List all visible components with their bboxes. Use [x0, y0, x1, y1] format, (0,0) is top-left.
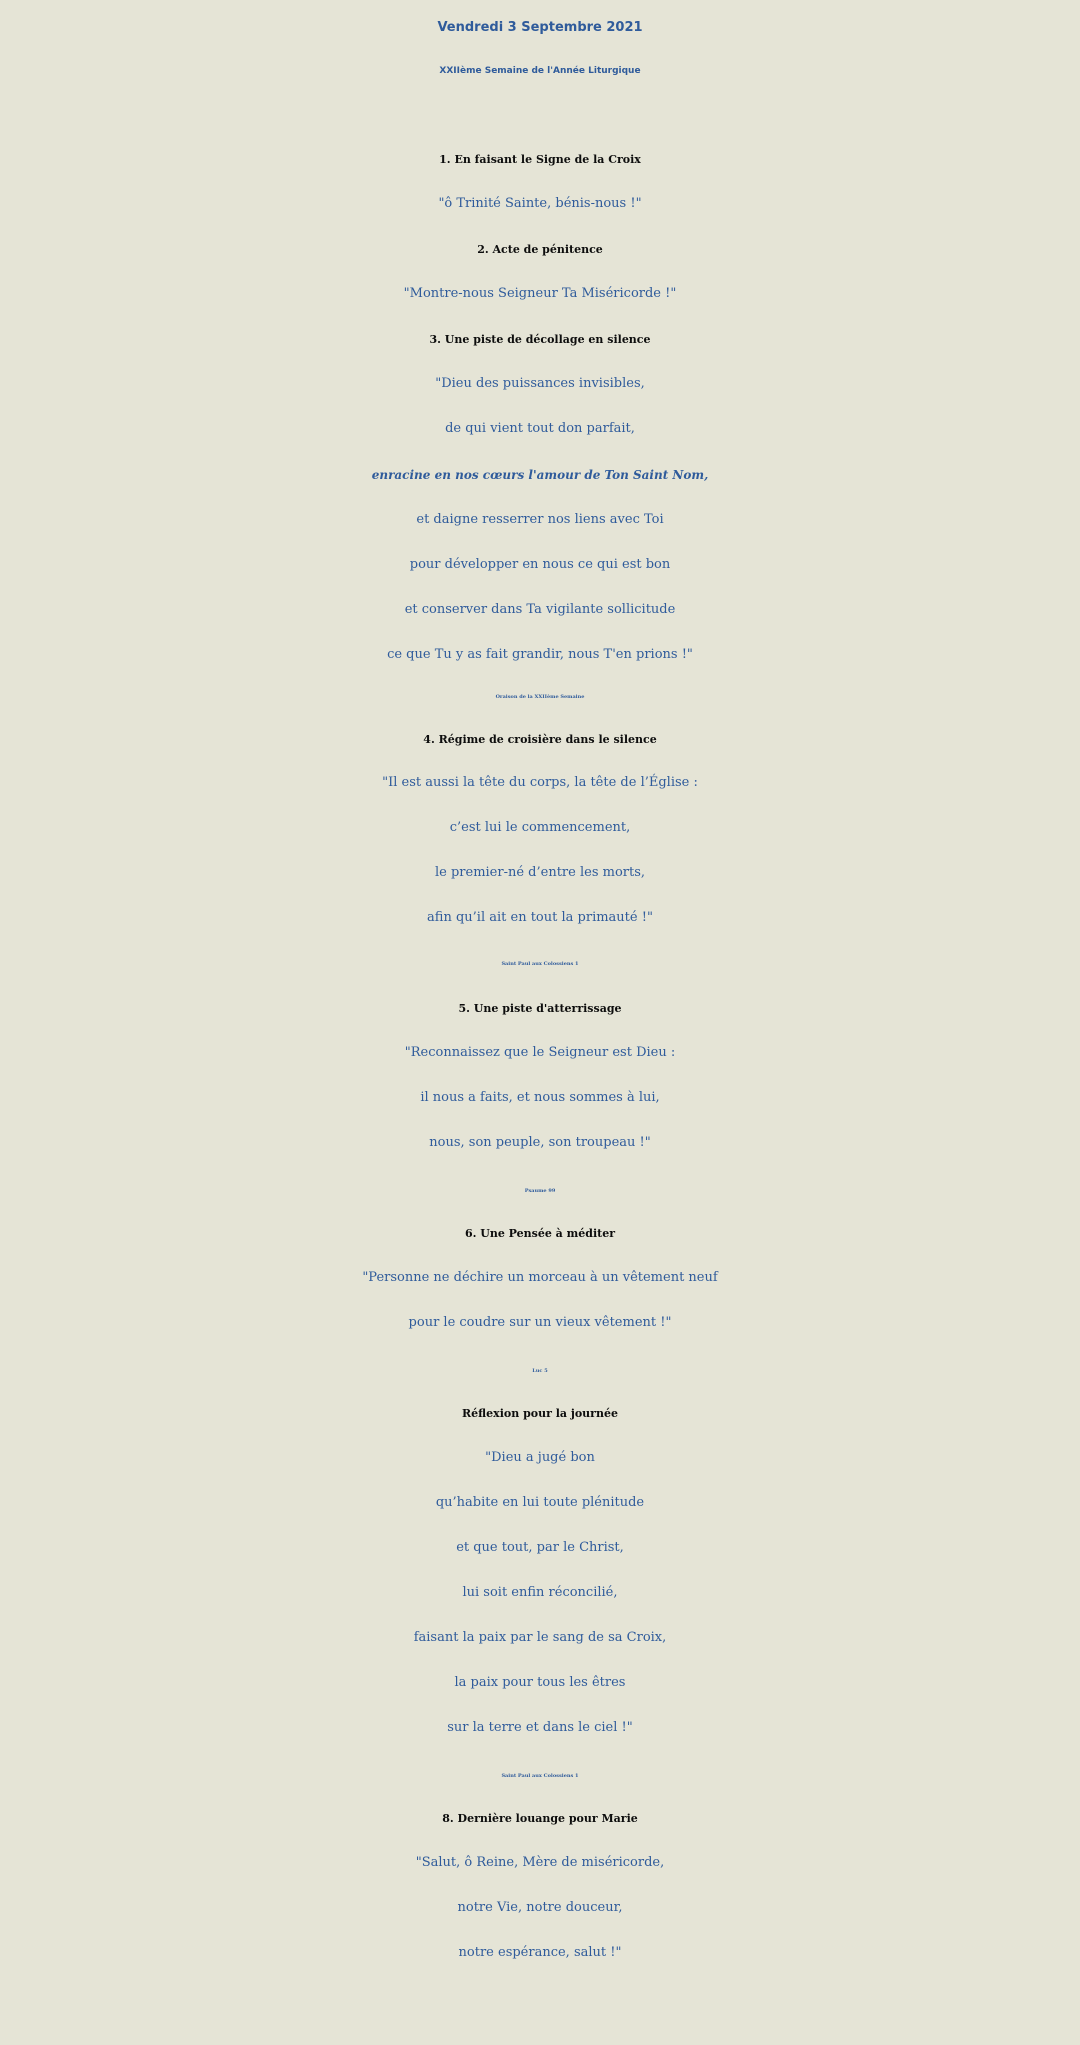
- section-5-verse-line: il nous a faits, et nous sommes à lui,: [420, 1090, 660, 1105]
- section-5-verse-line: "Reconnaissez que le Seigneur est Dieu :: [404, 1045, 676, 1060]
- section-3-verse-emphasis: enracine en nos cœurs l'amour de Ton Saint Nom,: [371, 468, 709, 482]
- section-4-verse-line: c’est lui le commencement,: [449, 820, 631, 835]
- section-6-source: Luc 5: [532, 1368, 548, 1374]
- section-5-verse-line: nous, son peuple, son troupeau !": [429, 1135, 651, 1150]
- section-3-heading: 3. Une piste de décollage en silence: [429, 333, 651, 346]
- section-7-verse-line: qu’habite en lui toute plénitude: [435, 1495, 645, 1510]
- section-2-heading: 2. Acte de pénitence: [477, 243, 603, 256]
- section-8-heading: 8. Dernière louange pour Marie: [442, 1812, 638, 1825]
- section-3-verse-line: de qui vient tout don parfait,: [445, 421, 635, 436]
- section-7-verse-line: faisant la paix par le sang de sa Croix,: [413, 1630, 667, 1645]
- section-6-heading: 6. Une Pensée à méditer: [464, 1227, 616, 1240]
- section-7-verse-line: la paix pour tous les êtres: [454, 1675, 626, 1690]
- section-5-source: Psaume 99: [524, 1188, 556, 1194]
- section-3-verse-line: et daigne resserrer nos liens avec Toi: [416, 512, 664, 527]
- section-4-verse-line: "Il est aussi la tête du corps, la tête de l’Église :: [382, 775, 698, 790]
- section-7-verse-line: "Dieu a jugé bon: [485, 1450, 595, 1465]
- section-2-verse: "Montre-nous Seigneur Ta Miséricorde !": [403, 286, 677, 301]
- section-4-verse-line: le premier-né d’entre les morts,: [434, 865, 646, 880]
- section-5-heading: 5. Une piste d'atterrissage: [458, 1002, 622, 1015]
- section-3-verse-line: "Dieu des puissances invisibles,: [435, 376, 645, 391]
- section-3-verse-line: pour développer en nous ce qui est bon: [409, 557, 671, 572]
- section-1-verse: "ô Trinité Sainte, bénis-nous !": [438, 196, 642, 211]
- liturgical-week: XXIIème Semaine de l'Année Liturgique: [439, 66, 641, 76]
- section-7-heading: Réflexion pour la journée: [462, 1407, 618, 1420]
- section-1-heading: 1. En faisant le Signe de la Croix: [439, 153, 641, 166]
- section-3-verse-line: et conserver dans Ta vigilante sollicitude: [404, 602, 676, 617]
- section-4-source: Saint Paul aux Colossiens 1: [501, 961, 579, 967]
- page-date: Vendredi 3 Septembre 2021: [437, 20, 643, 35]
- section-3-source: Oraison de la XXIIème Semaine: [495, 694, 585, 700]
- section-8-verse-line: notre espérance, salut !": [458, 1945, 622, 1960]
- section-7-source: Saint Paul aux Colossiens 1: [501, 1773, 579, 1779]
- section-7-verse-line: lui soit enfin réconcilié,: [462, 1585, 618, 1600]
- section-4-heading: 4. Régime de croisière dans le silence: [423, 733, 657, 746]
- section-4-verse-line: afin qu’il ait en tout la primauté !": [427, 910, 653, 925]
- section-6-verse-line: "Personne ne déchire un morceau à un vêtement neuf: [362, 1270, 718, 1285]
- section-7-verse-line: sur la terre et dans le ciel !": [447, 1720, 633, 1735]
- section-7-verse-line: et que tout, par le Christ,: [456, 1540, 624, 1555]
- section-8-verse-line: notre Vie, notre douceur,: [457, 1900, 623, 1915]
- section-6-verse-line: pour le coudre sur un vieux vêtement !": [408, 1315, 672, 1330]
- section-8-verse-line: "Salut, ô Reine, Mère de miséricorde,: [415, 1855, 665, 1870]
- section-3-verse-line: ce que Tu y as fait grandir, nous T'en prions !": [387, 647, 693, 662]
